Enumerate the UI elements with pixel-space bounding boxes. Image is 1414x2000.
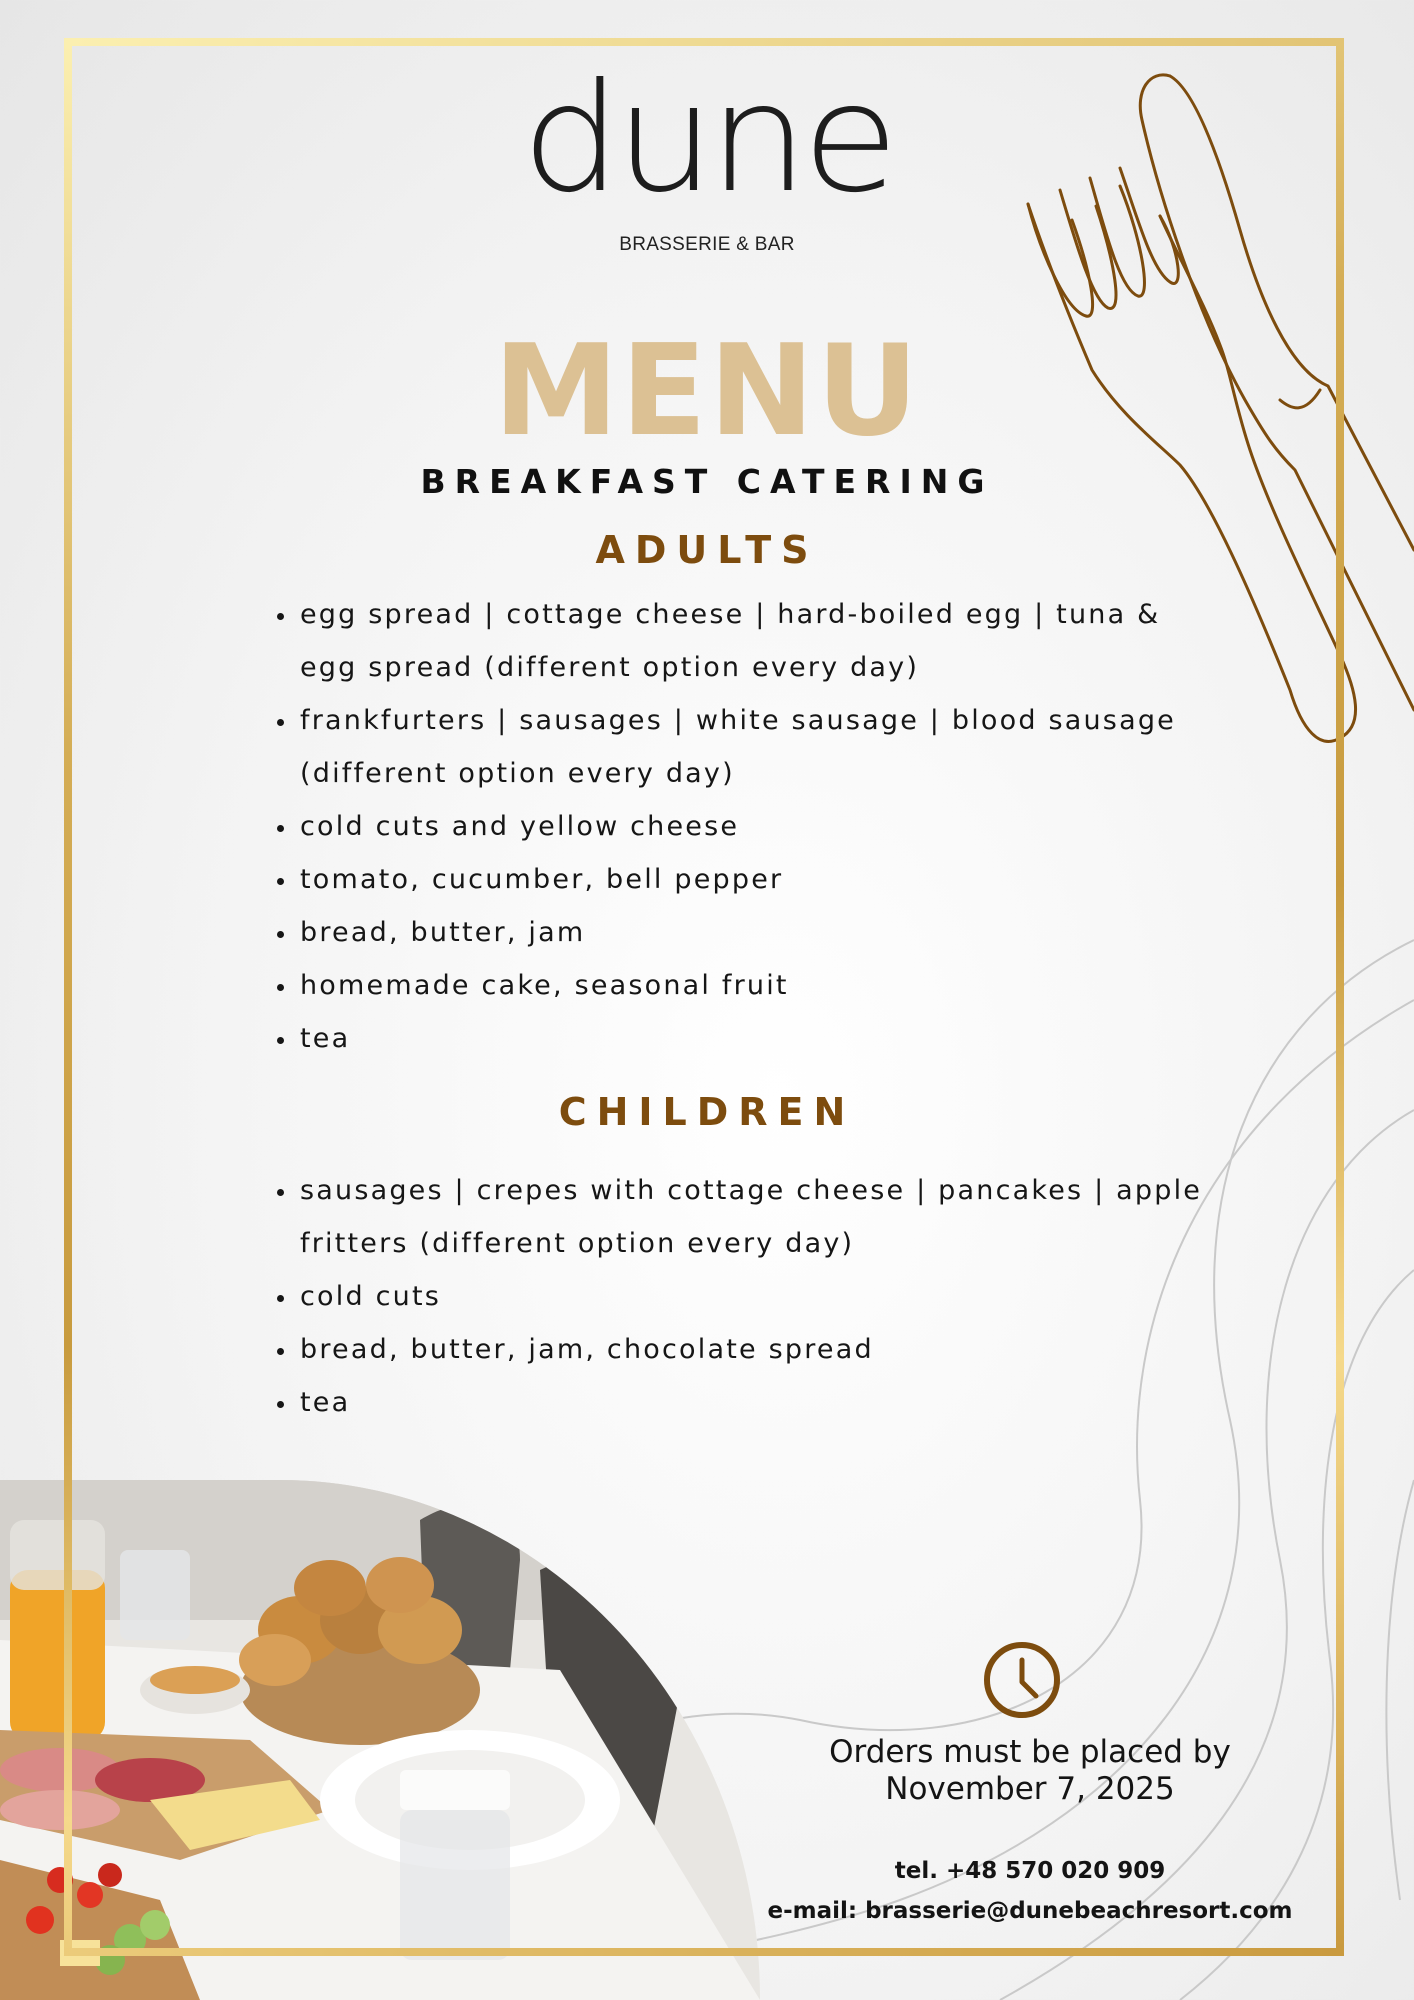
list-item: • cold cuts xyxy=(298,1270,1214,1323)
clock-icon xyxy=(982,1640,1062,1720)
brand-tagline: BRASSERIE & BAR xyxy=(619,234,795,255)
list-item: • tea xyxy=(298,1012,1214,1065)
menu-subtitle: BREAKFAST CATERING xyxy=(420,462,994,501)
adults-item-list xyxy=(266,588,1214,1065)
list-item: • tomato, cucumber, bell pepper xyxy=(298,853,1214,906)
adults-heading: ADULTS xyxy=(595,528,819,572)
order-deadline-date: November 7, 2025 xyxy=(885,1771,1175,1807)
order-deadline-line1: Orders must be placed by xyxy=(829,1734,1231,1770)
list-item: • bread, butter, jam xyxy=(298,906,1214,959)
contact-email: e-mail: brasserie@dunebeachresort.com xyxy=(767,1898,1293,1924)
children-heading: CHILDREN xyxy=(558,1090,856,1134)
contact-phone: tel. +48 570 020 909 xyxy=(894,1858,1166,1884)
menu-title: MENU xyxy=(493,317,921,464)
list-item: • frankfurters | sausages | white sausage | blood sausage (different option every day) xyxy=(298,694,1214,800)
list-item: • bread, butter, jam, chocolate spread xyxy=(298,1323,1214,1376)
list-item: • tea xyxy=(298,1376,1214,1429)
list-item: • cold cuts and yellow cheese xyxy=(298,800,1214,853)
list-item: • sausages | crepes with cottage cheese | pancakes | apple fritters (different option every day) xyxy=(298,1164,1214,1270)
order-deadline xyxy=(760,1734,1300,1808)
list-item: • egg spread | cottage cheese | hard-boiled egg | tuna & egg spread (different option every day) xyxy=(298,588,1214,694)
children-item-list xyxy=(266,1164,1214,1429)
list-item: • homemade cake, seasonal fruit xyxy=(298,959,1214,1012)
brand-logo: dune xyxy=(521,52,893,226)
